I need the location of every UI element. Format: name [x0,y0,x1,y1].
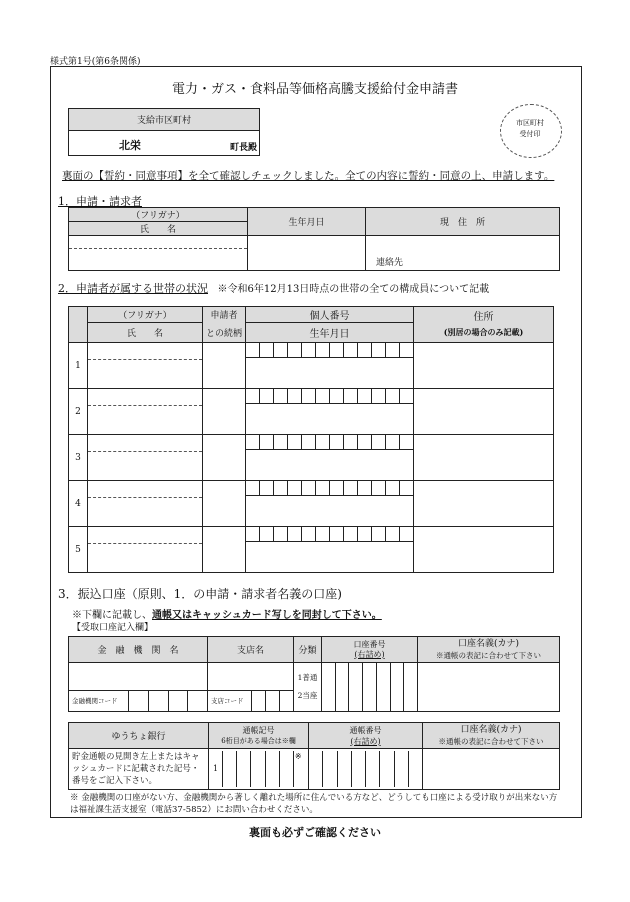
branch-name-cell[interactable] [208,663,294,712]
household-table [68,306,554,573]
member-relation-cell[interactable] [203,389,246,435]
hh-name-label: 氏 名 [88,323,203,343]
household-row [69,481,554,527]
issuer-header: 支給市区町村 [69,109,260,131]
passbook-no-label: 通帳番号 [349,725,382,735]
member-relation-cell[interactable] [203,435,246,481]
section1-title: 1．申請・請求者 [58,195,142,208]
passbook-prefix-one: 1 [213,764,219,773]
furigana-label: （フリガナ） [69,208,248,222]
applicant-birth-cell[interactable] [248,236,366,271]
passbook-number-cell[interactable] [309,749,423,790]
type-label: 分類 [294,637,322,663]
passbook-mark-cell[interactable] [209,749,309,790]
member-name-cell[interactable] [88,527,203,573]
member-number-cell[interactable] [246,435,414,481]
member-address-cell[interactable] [414,435,554,481]
member-relation-cell[interactable] [203,527,246,573]
bank-code-label: 金融機関コード [72,697,118,705]
holder-label: 口座名義(カナ) [457,638,520,649]
member-address-cell[interactable] [414,343,554,389]
section3-note-emph: 通帳又はキャッシュカード写しを同封して下さい。 [152,610,382,621]
member-number-cell[interactable] [246,527,414,573]
name-label: 氏 名 [69,222,248,236]
address-label: 現 住 所 [366,208,560,236]
member-name-cell[interactable] [88,481,203,527]
stamp-label: 市区町村 受付印 [516,119,544,138]
section3-note-prefix: ※下欄に記載し、 [72,610,152,621]
row-number: 2 [69,389,88,435]
member-number-cell[interactable] [246,343,414,389]
branch-code-label: 支店コード [211,697,244,705]
member-relation-cell[interactable] [203,343,246,389]
row-number: 5 [69,527,88,573]
applicant-address-cell[interactable] [366,236,560,271]
hh-furigana-label: （フリガナ） [88,307,203,323]
member-address-cell[interactable] [414,481,554,527]
account-type-cell[interactable] [294,663,322,712]
yucho-holder-note: ※通帳の表記に合わせて下さい [438,736,544,746]
account-holder-cell[interactable] [418,663,560,712]
member-address-cell[interactable] [414,389,554,435]
household-row [69,435,554,481]
intro-statement: 裏面の【誓約・同意事項】を全て確認しチェックしました。全ての内容に誓約・同意の上、申請します。 [62,170,555,182]
member-relation-cell[interactable] [203,481,246,527]
member-number-cell[interactable] [246,481,414,527]
branch-label: 支店名 [208,637,294,663]
passbook-mark-label: 通帳記号 [242,725,275,735]
passbook-asterisk: ※ [293,751,308,787]
issuer-suffix: 町長殿 [229,143,257,153]
issuer-name: 北栄 [119,139,141,152]
form-title: 電力・ガス・食料品等価格高騰支援給付金申請書 [171,82,458,97]
member-name-cell[interactable] [88,389,203,435]
type-ordinary[interactable]: 1普通 [297,673,318,682]
member-number-cell[interactable] [246,389,414,435]
bank-table [68,636,560,712]
footer-note: ※ 金融機関の口座がない方、金融機関から著しく離れた場所に住んでいる方など、どうしても口座による受け取りが出来ない方は福祉課生活支援室（電話37-5852）にお問い合わせください。 [70,793,558,815]
bank-label: 金 融 機 関 名 [69,637,208,663]
contact-label: 連絡先 [376,258,404,268]
yucho-instruction: 貯金通帳の見開き左上またはキャッシュカードに記載された記号・番号をご記入下さい。 [69,749,209,790]
member-name-cell[interactable] [88,343,203,389]
passbook-right-fill: (右詰め) [350,736,381,746]
form-number: 様式第1号(第6条関係) [50,57,141,67]
yucho-holder-cell[interactable] [423,749,560,790]
holder-note: ※通帳の表記に合わせて下さい [436,650,541,660]
household-row [69,343,554,389]
row-number: 4 [69,481,88,527]
passbook-mark-note: 6桁目がある場合は※欄 [221,736,296,745]
issuer-box [68,108,260,156]
hh-address-note: (別居の場合のみ記載) [443,326,524,337]
household-row [69,527,554,573]
applicant-name-cell[interactable] [69,236,248,271]
bank-name-cell[interactable] [69,663,208,712]
hh-relation-label-2: との続柄 [203,323,246,343]
member-name-cell[interactable] [88,435,203,481]
account-number-cell[interactable] [322,663,418,712]
type-current[interactable]: 2当座 [297,691,318,700]
birth-label: 生年月日 [248,208,366,236]
row-number: 1 [69,343,88,389]
hh-number-label: 個人番号 [246,307,414,323]
section2-title: 2．申請者が属する世帯の状況 [58,282,208,295]
applicant-table [68,207,560,271]
back-note: 裏面も必ずご確認ください [249,826,381,839]
yucho-label: ゆうちょ銀行 [69,723,209,749]
member-address-cell[interactable] [414,527,554,573]
section3-title: 3．振込口座（原則、1．の申請・請求者名義の口座) [58,587,342,601]
section2-heading [58,280,489,296]
yucho-table [68,722,560,790]
account-subhead: 【受取口座記入欄】 [72,623,154,633]
hh-birth-label: 生年月日 [246,323,414,343]
acct-no-label: 口座番号 [353,639,386,649]
section3-note [72,606,382,621]
household-row [69,389,554,435]
acct-right-fill: (右詰め) [354,649,385,659]
hh-relation-label-1: 申請者 [203,307,246,323]
row-number: 3 [69,435,88,481]
section2-note: ※令和6年12月13日時点の世帯の全ての構成員について記載 [217,284,490,295]
hh-address-label: 住所 [473,311,494,323]
yucho-holder-label: 口座名義(カナ) [460,724,522,735]
